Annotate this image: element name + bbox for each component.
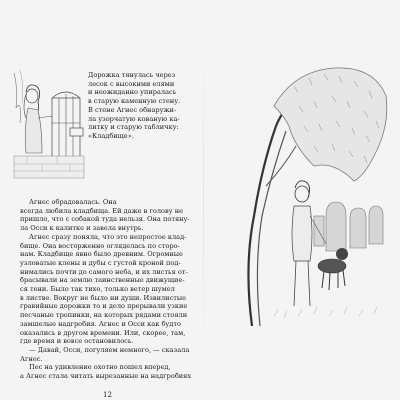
girl-at-gate-illustration: [12, 68, 87, 183]
book-gutter: [203, 40, 204, 360]
text-line: литку и старую табличку:: [88, 123, 179, 132]
text-line: узловатые клены и дубы с густой кроной под-: [20, 258, 181, 267]
text-line: ся тени. Было так тихо, только ветер шумел: [20, 285, 175, 294]
text-line: песчаные тропинки, на которых рядами стояли: [20, 311, 188, 320]
text-line: оказались в другом времени. Или, скорее, там,: [20, 328, 186, 337]
text-line: в старую каменную стену.: [88, 97, 181, 106]
text-line: всегда любила кладбища. Ей даже в голову не: [20, 206, 184, 215]
text-line: и неожиданно упиралась: [88, 88, 177, 97]
body-text: [20, 198, 203, 381]
text-line: брасывали на землю таинственные движущие-: [20, 276, 185, 285]
cemetery-girl-dog-illustration: [214, 66, 390, 326]
text-line: пришло, что с собакой туда нельзя. Она потяну-: [20, 215, 190, 224]
text-line: нимались почти до самого неба, и их листья от-: [20, 267, 188, 276]
text-line: гравийные дорожки то и дело прерывали узкие: [20, 302, 188, 311]
page-number: 12: [103, 391, 112, 399]
text-line: Пес на удивление охотно пошел вперед,: [29, 363, 171, 372]
text-line: замшелые надгробия. Агнес и Осси как будто: [20, 319, 181, 328]
text-line: нам. Кладбище явно было древним. Огромные: [20, 250, 183, 259]
text-line: В стене Агнес обнаружи-: [88, 105, 177, 114]
text-line: ла узорчатую кованую ка-: [88, 114, 180, 123]
text-line: а Агнес стала читать вырезанные на надгробиях: [20, 372, 192, 381]
text-line: ла Осси к калитке и завела внутрь.: [20, 224, 144, 233]
text-line: бище. Она восторженно огляделась по сторо-: [20, 241, 180, 250]
text-line: где время и вовсе остановилось.: [20, 337, 134, 346]
left-page: [10, 58, 205, 399]
text-line: «Кладбище».: [88, 131, 134, 140]
text-line: в листве. Вокруг не было ни души. Извилистые: [20, 293, 187, 302]
text-line: Агнес сразу поняла, что это непростое клад-: [29, 232, 187, 241]
text-line: лесок с высокими елями: [88, 79, 175, 88]
text-line: — Давай, Осси, погуляем немного, — сказала: [29, 345, 190, 354]
text-line: Агнес.: [20, 354, 43, 363]
text-line: Дорожка тянулась через: [88, 71, 176, 79]
paragraph-top: [88, 71, 203, 141]
text-line: Агнес обрадовалась. Она: [29, 198, 117, 206]
